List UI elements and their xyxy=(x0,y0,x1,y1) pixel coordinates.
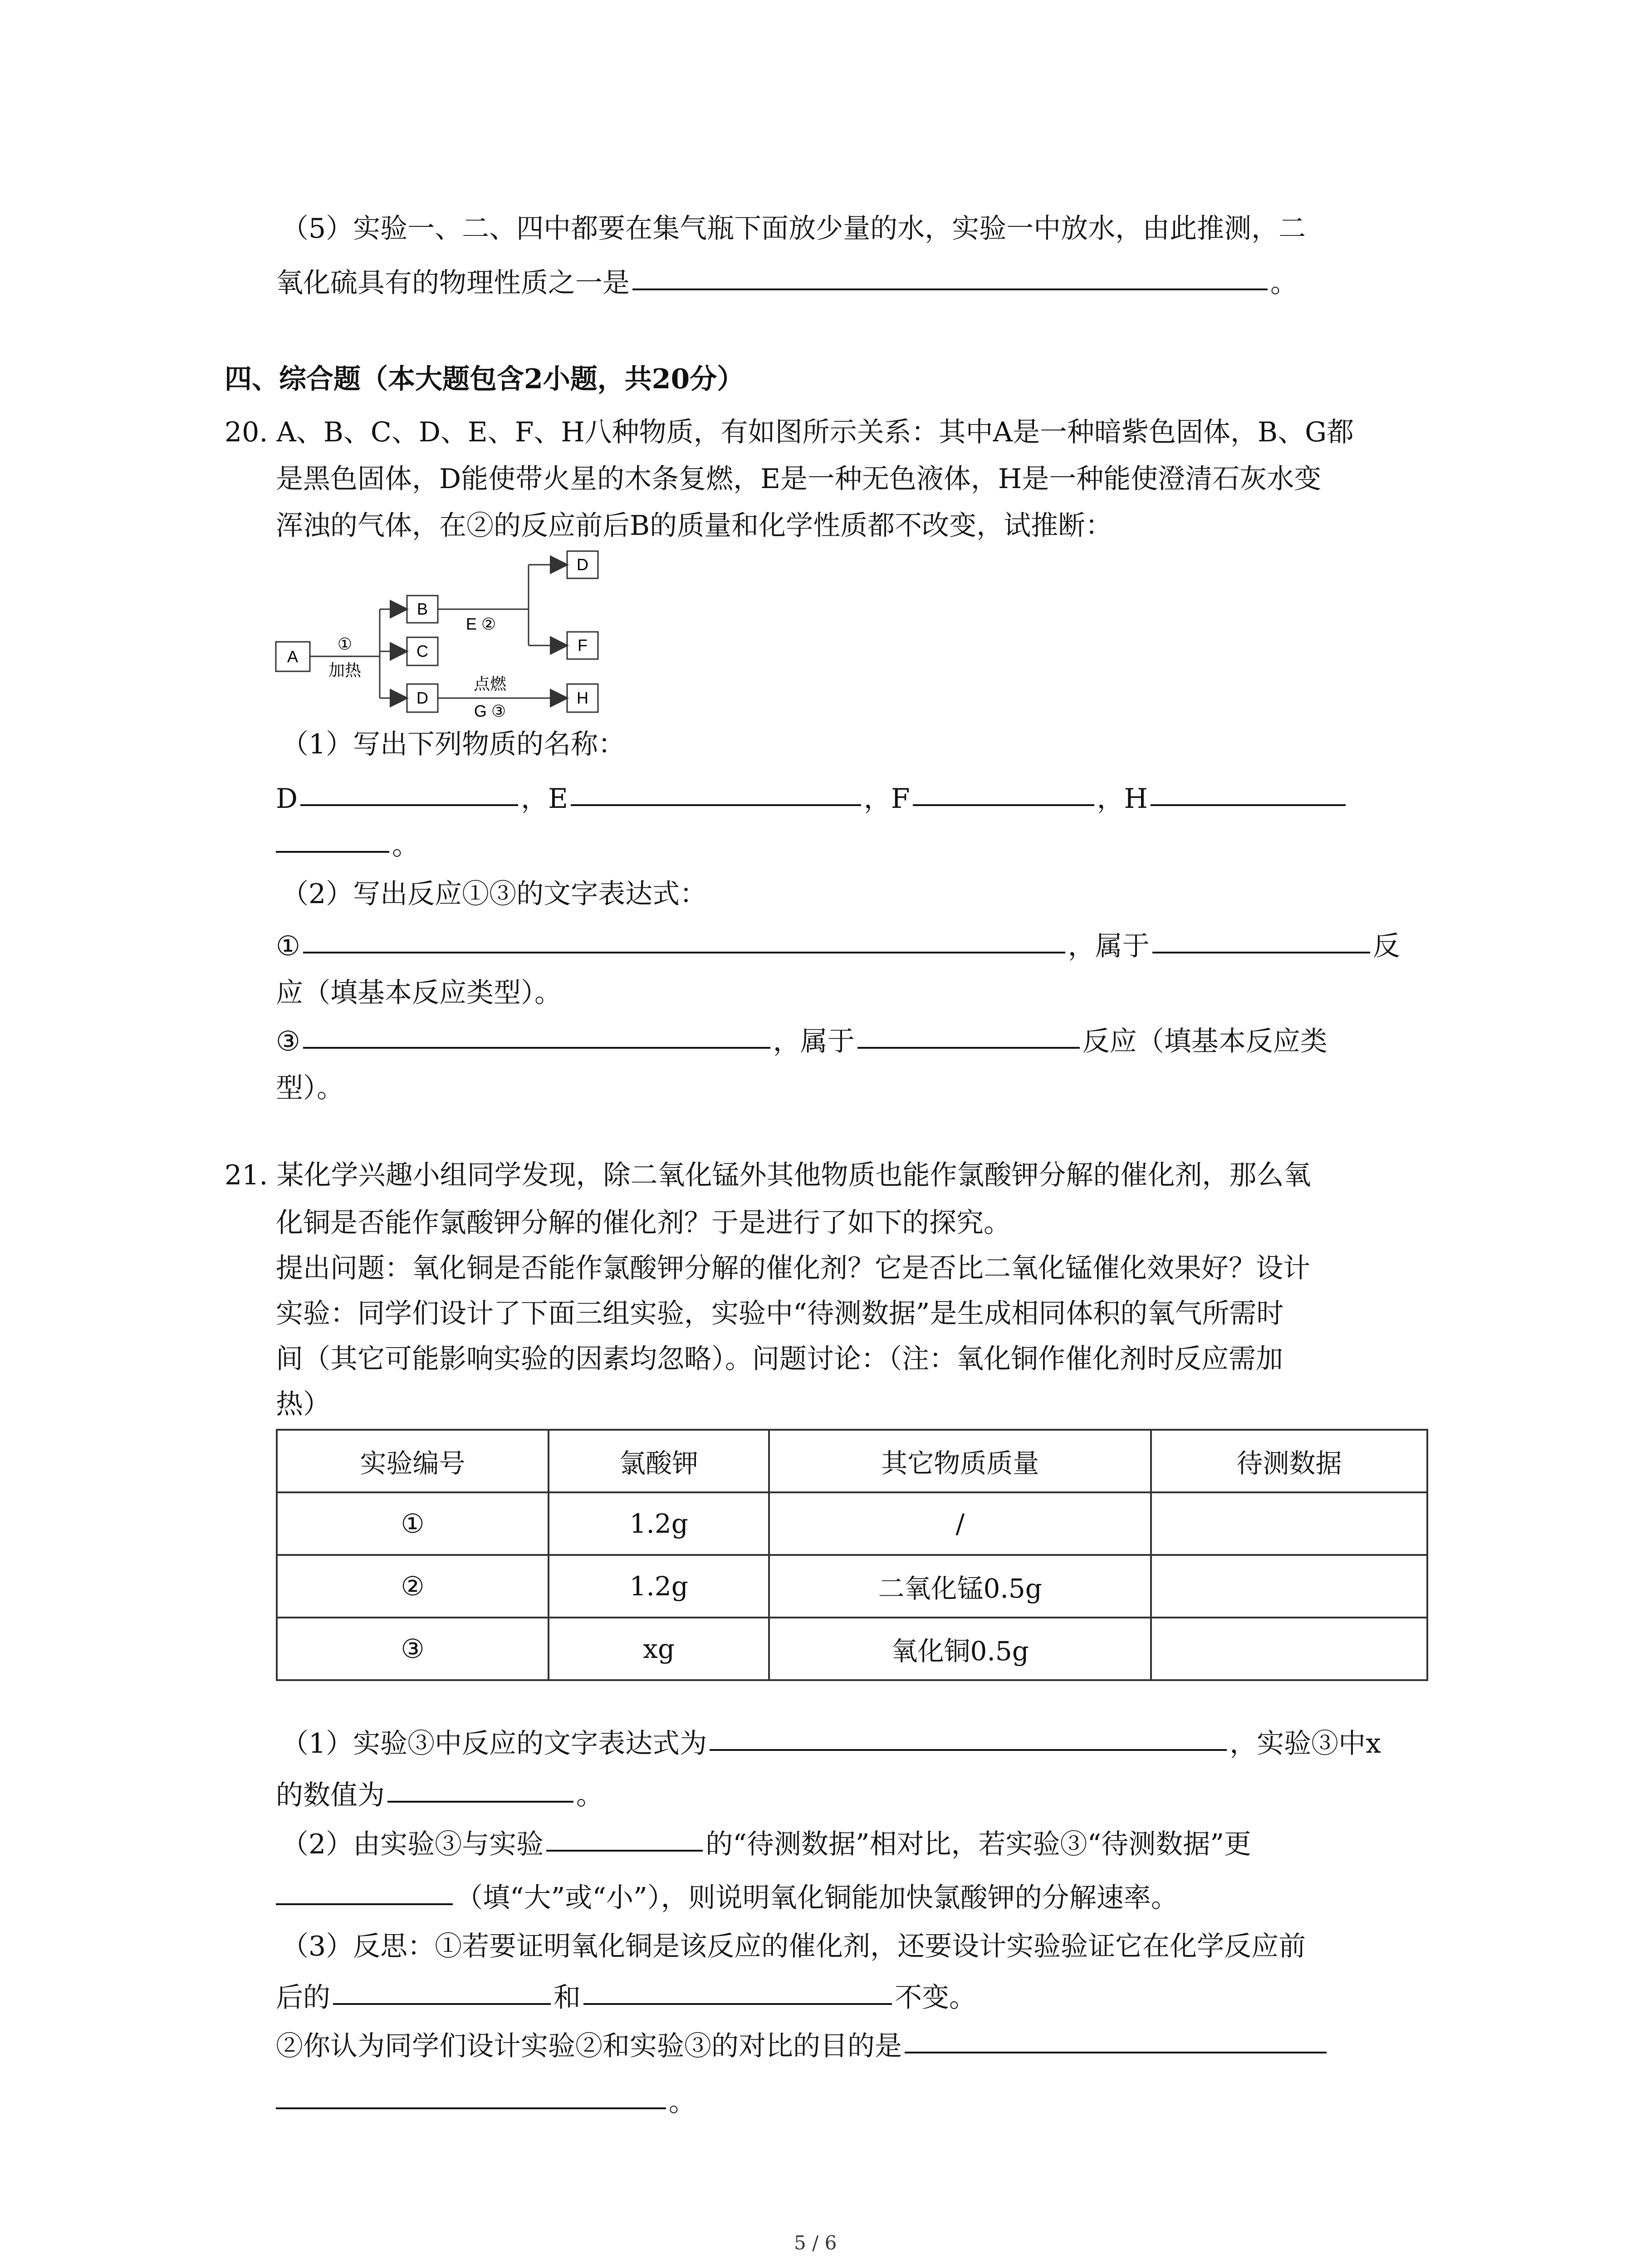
cell-kclo3: 1.2g xyxy=(549,1555,769,1618)
q20-line3: 浑浊的气体，在②的反应前后B的质量和化学性质都不改变，试推断： xyxy=(276,510,1113,542)
q19-5-line2-text: 氧化硫具有的物理性质之一是 xyxy=(276,267,630,299)
answer-blank-property-2[interactable] xyxy=(583,2003,892,2005)
cell-test-data xyxy=(1151,1618,1427,1680)
q21-p1-line2 xyxy=(276,1779,603,1812)
q20-p2-r3-line2: 型）。 xyxy=(276,1072,344,1104)
cell-test-data xyxy=(1151,1555,1427,1618)
q21-p3-line2 xyxy=(276,1981,976,2014)
text-fan: 反 xyxy=(1372,930,1400,962)
q21-line2: 化铜是否能作氯酸钾分解的催化剂？于是进行了如下的探究。 xyxy=(276,1207,1011,1239)
table-row xyxy=(277,1555,1427,1618)
box-F-label: F xyxy=(578,636,588,655)
label-G-3: G ③ xyxy=(474,702,506,720)
answer-blank-type-3[interactable] xyxy=(857,1046,1080,1049)
answer-blank-F[interactable] xyxy=(913,804,1094,806)
q21-p3-unchanged: 不变。 xyxy=(895,1982,976,2014)
box-C-label: C xyxy=(416,642,428,660)
cell-other-mass: / xyxy=(769,1492,1151,1555)
cell-test-data xyxy=(1151,1492,1427,1555)
header-exp-number: 实验编号 xyxy=(277,1430,549,1492)
q20-p2-r3 xyxy=(276,1025,1327,1058)
header-kclo3: 氯酸钾 xyxy=(549,1430,769,1492)
page-number: 5 / 6 xyxy=(794,2232,837,2254)
cell-other-mass: 氧化铜0.5g xyxy=(769,1618,1151,1680)
answer-blank-reaction-1[interactable] xyxy=(303,951,1065,953)
cell-kclo3: 1.2g xyxy=(549,1492,769,1555)
q21-p1-line1 xyxy=(281,1727,1381,1760)
q21-p2-line1 xyxy=(281,1828,1251,1861)
q20-p2-r1-line2: 应（填基本反应类型）。 xyxy=(276,977,562,1009)
answer-blank-size[interactable] xyxy=(276,1903,453,1905)
answer-blank-E[interactable] xyxy=(571,804,861,806)
q21-p1-x: ，实验③中x xyxy=(1230,1728,1381,1760)
q21-line6: 热） xyxy=(276,1388,330,1420)
answer-blank-compare[interactable] xyxy=(546,1849,703,1852)
answer-blank[interactable] xyxy=(632,288,1268,290)
table-row xyxy=(277,1618,1427,1680)
q20-p2-r1 xyxy=(276,930,1400,963)
answer-blank-property-1[interactable] xyxy=(333,2003,551,2005)
label-H: ，H xyxy=(1097,783,1148,815)
answer-blank-type-1[interactable] xyxy=(1152,951,1370,953)
cell-exp-number: ① xyxy=(277,1492,549,1555)
label-reaction-1: ① xyxy=(337,635,353,653)
table-header-row xyxy=(277,1430,1427,1492)
box-D-lower-label: D xyxy=(416,689,428,707)
label-heat: 加热 xyxy=(328,661,362,679)
q20-p1-end xyxy=(276,829,419,862)
label-D: D xyxy=(276,783,298,815)
experiment-table xyxy=(276,1429,1428,1681)
q20-line2: 是黑色固体，D能使带火星的木条复燃，E是一种无色液体，H是一种能使澄清石灰水变 xyxy=(276,463,1322,495)
q21-p3-and: 和 xyxy=(554,1982,581,2014)
box-B-label: B xyxy=(416,600,428,618)
cell-kclo3: xg xyxy=(549,1618,769,1680)
table-row xyxy=(277,1492,1427,1555)
label-F: ，F xyxy=(863,783,910,815)
cell-exp-number: ③ xyxy=(277,1618,549,1680)
q19-5-line2 xyxy=(276,267,1298,299)
q21-p2-text3: （填“大”或“小”），则说明氧化铜能加快氯酸钾的分解速率。 xyxy=(456,1882,1178,1914)
q21-p1-text: （1）实验③中反应的文字表达式为 xyxy=(281,1728,707,1760)
q21-p3-line4 xyxy=(276,2086,696,2118)
reaction-3-marker: ③ xyxy=(276,1026,300,1057)
header-other-mass: 其它物质质量 xyxy=(769,1430,1151,1492)
q21-p3-line3 xyxy=(276,2030,1329,2063)
q19-5-end: 。 xyxy=(1270,267,1298,299)
q20-p1-blanks xyxy=(276,782,1348,815)
q21-p1-period: 。 xyxy=(576,1779,603,1811)
q21-p2-text2: 的“待测数据”相对比，若实验③“待测数据”更 xyxy=(705,1828,1251,1860)
reaction-3-tail: 反应（填基本反应类 xyxy=(1082,1026,1327,1057)
q21-line3: 提出问题：氧化铜是否能作氯酸钾分解的催化剂？它是否比二氧化锰催化效果好？设计 xyxy=(276,1252,1310,1284)
label-E: ，E xyxy=(521,783,568,815)
q21-p3-purpose: ②你认为同学们设计实验②和实验③的对比的目的是 xyxy=(276,2030,902,2062)
box-H-label: H xyxy=(577,689,588,707)
q20-p1-period: 。 xyxy=(392,830,419,861)
q20-p2-title: （2）写出反应①③的文字表达式： xyxy=(281,878,707,910)
answer-blank-H[interactable] xyxy=(1151,804,1346,806)
q20-line1: 20. A、B、C、D、E、F、H八种物质，有如图所示关系：其中A是一种暗紫色固体，B、G都 xyxy=(225,416,1354,448)
q21-p3-line1: （3）反思：①若要证明氧化铜是该反应的催化剂，还要设计实验验证它在化学反应前 xyxy=(281,1931,1306,1962)
label-ignite: 点燃 xyxy=(473,675,507,693)
q21-line1: 21. 某化学兴趣小组同学发现，除二氧化锰外其他物质也能作氯酸钾分解的催化剂，那么氧 xyxy=(225,1159,1311,1191)
q21-p1-value-label: 的数值为 xyxy=(276,1779,385,1811)
cell-exp-number: ② xyxy=(277,1555,549,1618)
box-A-label: A xyxy=(287,647,299,666)
answer-blank-x[interactable] xyxy=(387,1800,573,1803)
q19-5-line1: （5）实验一、二、四中都要在集气瓶下面放少量的水，实验一中放水，由此推测，二 xyxy=(281,213,1306,244)
answer-blank-equation[interactable] xyxy=(710,1749,1227,1751)
box-D-upper-label: D xyxy=(577,555,588,574)
reaction-diagram xyxy=(272,549,617,732)
belongs-to-1: ，属于 xyxy=(1068,930,1150,962)
answer-blank-purpose-cont[interactable] xyxy=(276,2107,666,2109)
q21-line5: 间（其它可能影响实验的因素均忽略）。问题讨论：（注：氧化铜作催化剂时反应需加 xyxy=(276,1343,1283,1375)
answer-blank-reaction-3[interactable] xyxy=(303,1046,770,1049)
q21-p3-period: 。 xyxy=(669,2086,696,2118)
belongs-to-3: ，属于 xyxy=(773,1026,855,1057)
header-test-data: 待测数据 xyxy=(1151,1430,1427,1492)
answer-blank-D[interactable] xyxy=(300,804,518,806)
cell-other-mass: 二氧化锰0.5g xyxy=(769,1555,1151,1618)
reaction-1-marker: ① xyxy=(276,930,300,962)
section-heading: 四、综合题（本大题包含2小题，共20分） xyxy=(225,363,745,395)
q21-p3-before: 后的 xyxy=(276,1982,330,2014)
q21-p2-line2 xyxy=(276,1882,1178,1914)
q21-line4: 实验：同学们设计了下面三组实验，实验中“待测数据”是生成相同体积的氧气所需时 xyxy=(276,1298,1284,1330)
q20-p1-title: （1）写出下列物质的名称： xyxy=(281,728,626,760)
answer-blank-H-cont[interactable] xyxy=(276,850,389,853)
answer-blank-purpose[interactable] xyxy=(905,2051,1327,2053)
label-E-2: E ② xyxy=(465,615,496,633)
q21-p2-text: （2）由实验③与实验 xyxy=(281,1828,544,1860)
